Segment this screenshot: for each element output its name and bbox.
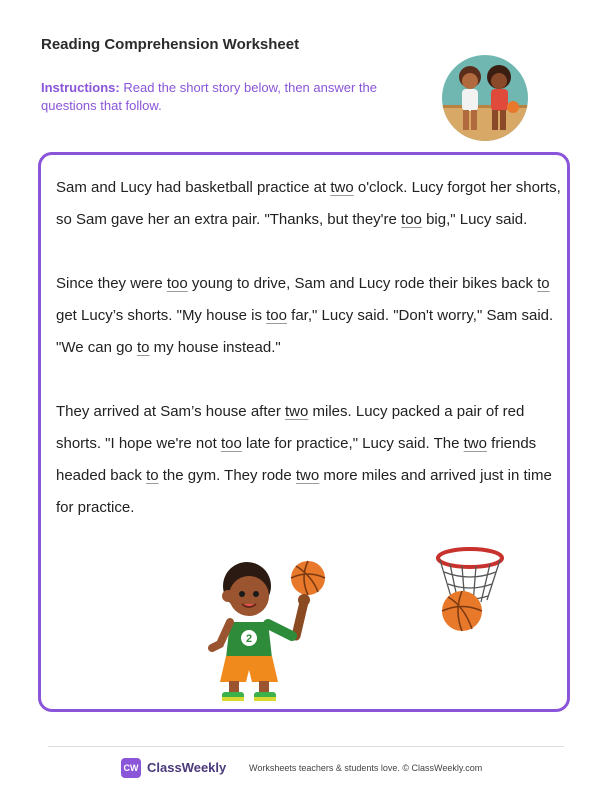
underlined-word: too bbox=[220, 435, 242, 452]
story-text-segment: the gym. They rode bbox=[158, 467, 296, 484]
story-text-segment: friends headed back bbox=[56, 435, 537, 484]
story-text-segment: big," Lucy said. bbox=[421, 211, 528, 228]
basketball-players-illustration bbox=[442, 55, 528, 141]
story-text-segment: far," Lucy said. "Don't worry," Sam said. "We can go bbox=[56, 307, 554, 356]
story-text-segment: Sam and Lucy had basketball practice at bbox=[56, 179, 331, 196]
story-text-segment: get Lucy’s shorts. "My house is bbox=[56, 307, 267, 324]
classweekly-logo-icon: CW bbox=[121, 758, 141, 778]
story-paragraph bbox=[56, 396, 561, 524]
jersey-number: 2 bbox=[245, 633, 253, 645]
underlined-word: too bbox=[401, 211, 422, 228]
instructions bbox=[41, 79, 401, 115]
story-paragraph bbox=[56, 172, 561, 236]
story-text-segment: miles. Lucy packed a pair of red shorts. "I hope we're not bbox=[56, 403, 525, 452]
story-text-segment: my house instead." bbox=[149, 339, 281, 356]
story-text-segment: young to drive, Sam and Lucy rode their bikes back bbox=[187, 275, 538, 292]
underlined-word: to bbox=[136, 339, 150, 356]
footer-divider bbox=[48, 746, 564, 747]
footer-tagline: Worksheets teachers & students love. © ClassWeekly.com bbox=[249, 763, 483, 773]
underlined-word: too bbox=[166, 275, 188, 292]
story-text-segment: Since they were bbox=[56, 275, 167, 292]
story-text-segment: more miles and arrived just in time for practice. bbox=[56, 467, 552, 516]
underlined-word: two bbox=[285, 403, 309, 420]
basketball-hoop-icon bbox=[434, 544, 506, 636]
underlined-word: to bbox=[146, 467, 159, 484]
underlined-word: two bbox=[295, 467, 320, 484]
instructions-text: Read the short story below, then answer the questions that follow. bbox=[41, 80, 377, 113]
story-paragraph bbox=[56, 268, 561, 364]
story-text-segment: late for practice," Lucy said. The bbox=[241, 435, 464, 452]
underlined-word: to bbox=[537, 275, 550, 292]
underlined-word: two bbox=[330, 179, 354, 196]
page-title: Reading Comprehension Worksheet bbox=[41, 36, 300, 53]
story-text-segment: o'clock. Lucy forgot her shorts, so Sam gave her an extra pair. "Thanks, but they're bbox=[56, 179, 561, 228]
underlined-word: too bbox=[266, 307, 287, 324]
instructions-lead: Instructions: bbox=[41, 80, 120, 95]
story-text-segment: They arrived at Sam’s house after bbox=[56, 403, 285, 420]
boy-spinning-basketball-illustration bbox=[200, 558, 330, 704]
story-text bbox=[56, 172, 561, 556]
brand-name[interactable]: ClassWeekly bbox=[147, 760, 227, 775]
underlined-word: two bbox=[463, 435, 487, 452]
